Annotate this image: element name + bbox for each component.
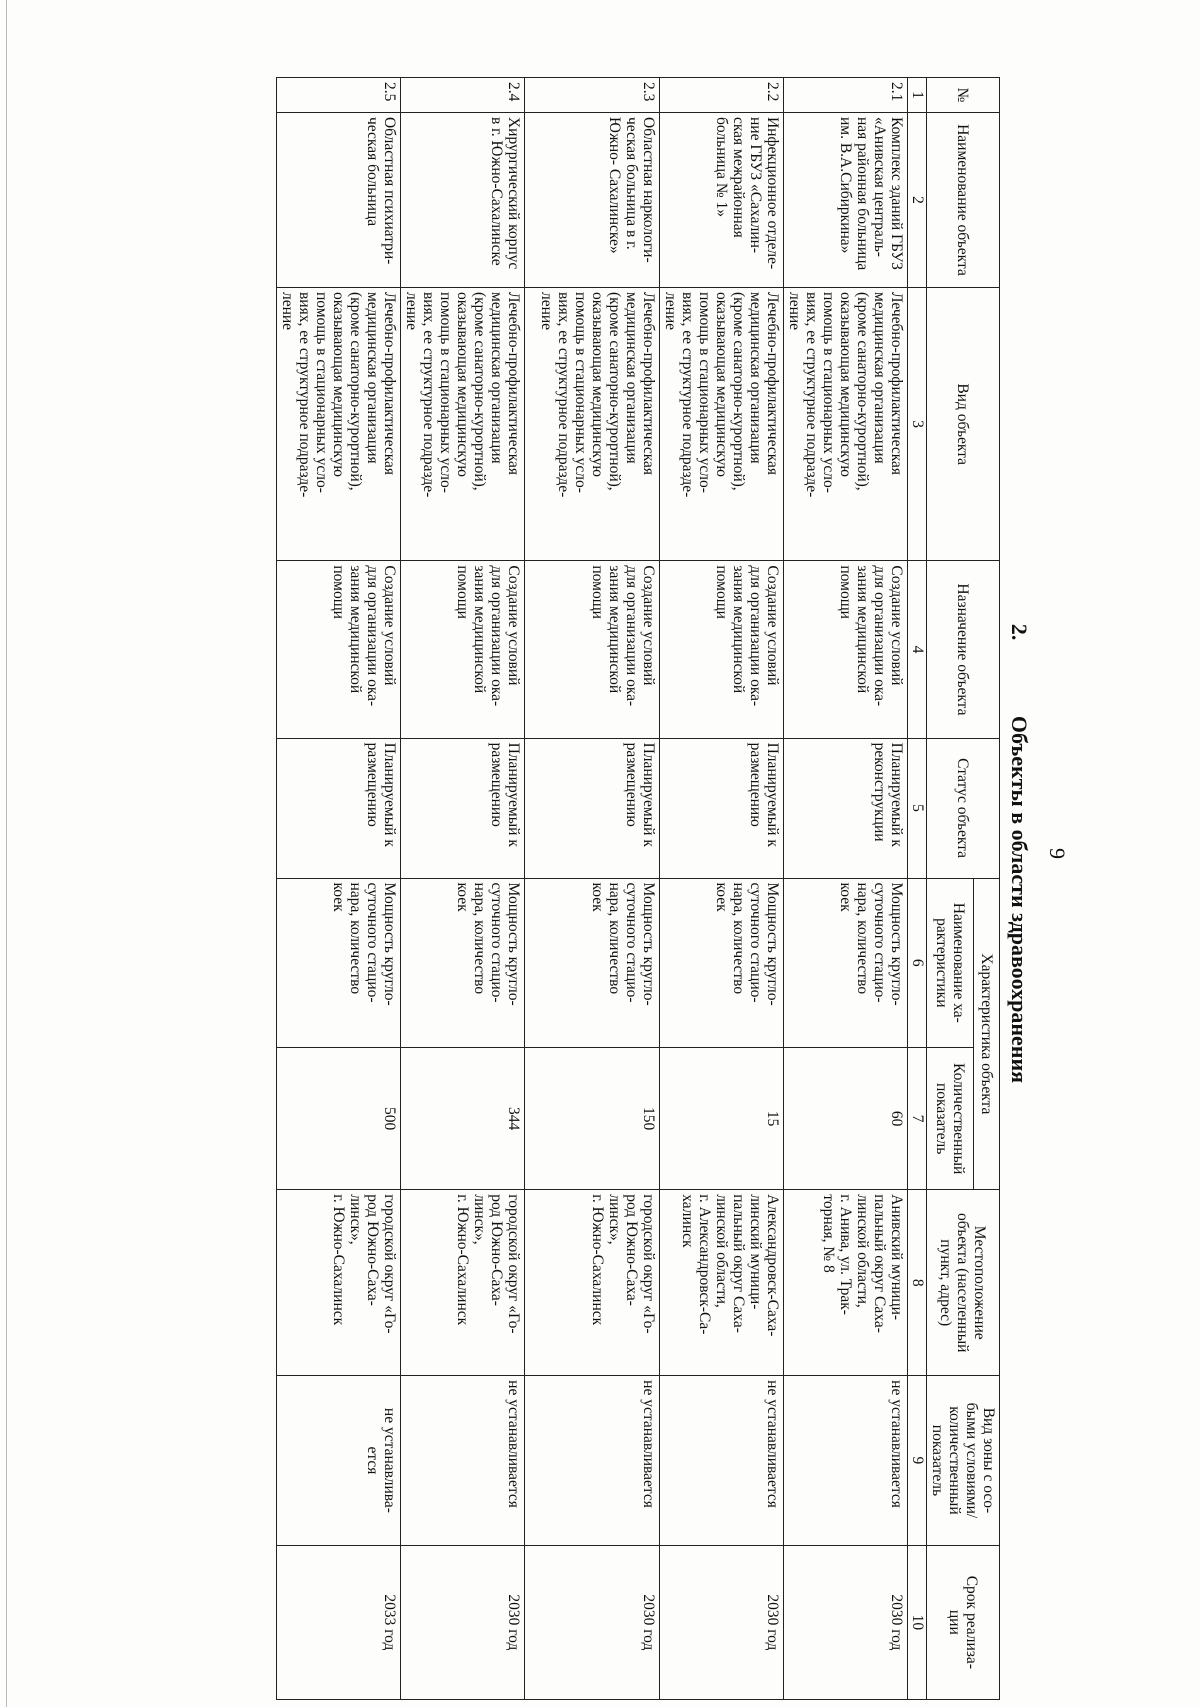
- cell-char-value: 344: [401, 1048, 525, 1190]
- section-title: Объекты в области здравоохранения: [1007, 715, 1032, 1084]
- page-number: 9: [1045, 848, 1070, 859]
- cell-term: 2030 год: [660, 1545, 784, 1699]
- cell-location: городской округ «Го- род Южно-Саха- линск», г. Южно-Сахалинск: [525, 1190, 660, 1376]
- column-number: 7: [908, 1048, 927, 1190]
- cell-purpose: Создание условий для организации ока- зания медицинской помощи: [401, 561, 525, 738]
- header-term: Срок реализа- ции: [927, 1545, 1000, 1699]
- cell-zone: не устанавливается: [660, 1376, 784, 1546]
- header-name: Наименование объекта: [927, 112, 1000, 287]
- cell-status: Планируемый к размещению: [525, 738, 660, 878]
- table-row: [525, 78, 660, 1700]
- table-row: [401, 78, 525, 1700]
- cell-type: Лечебно-профилактическая медицинская организация (кроме санаторно-курортной), оказывающая медицинскую помощь в стационарных усло- виях, ее структурное подразде- ление: [525, 287, 660, 560]
- header-type: Вид объекта: [927, 287, 1000, 560]
- cell-type: Лечебно-профилактическая медицинская организация (кроме санаторно-курортной), оказывающая медицинскую помощь в стационарных усло- виях, ее структурное подразде- ление: [660, 287, 784, 560]
- cell-char-name: Мощность кругло- суточного стацио- нара, количество коек: [277, 878, 401, 1048]
- column-number: 5: [908, 738, 927, 878]
- cell-type: Лечебно-профилактическая медицинская организация (кроме санаторно-курортной), оказывающая медицинскую помощь в стационарных усло- виях, ее структурное подразде- ление: [784, 287, 908, 560]
- cell-zone: не устанавливается: [401, 1376, 525, 1546]
- cell-term: 2030 год: [401, 1545, 525, 1699]
- cell-no: 2.1: [784, 78, 908, 113]
- cell-name: Инфекционное отделе- ние ГБУЗ «Сахалин- ская межрайонная больница № 1»: [660, 112, 784, 287]
- cell-no: 2.4: [401, 78, 525, 113]
- cell-term: 2033 год: [277, 1545, 401, 1699]
- cell-name: Областная наркологи- ческая больница в г. Южно- Сахалинске»: [525, 112, 660, 287]
- cell-status: Планируемый к реконструкции: [784, 738, 908, 878]
- scan-edge-line: [6, 0, 7, 1707]
- cell-location: городской округ «Го- род Южно-Саха- линск», г. Южно-Сахалинск: [401, 1190, 525, 1376]
- header-char-value: Количественный показатель: [927, 1048, 974, 1190]
- header-zone: Вид зоны с осо- быми условиями/ количественный показатель: [927, 1376, 1000, 1546]
- cell-char-value: 500: [277, 1048, 401, 1190]
- column-number: 1: [908, 78, 927, 113]
- cell-char-value: 60: [784, 1048, 908, 1190]
- cell-char-value: 15: [660, 1048, 784, 1190]
- table-row: [784, 78, 908, 1700]
- cell-status: Планируемый к размещению: [401, 738, 525, 878]
- header-characteristic: Характеристика объекта: [973, 878, 999, 1190]
- cell-location: Анивский муници- пальный округ Саха- линской области, г. Анива, ул. Трак- торная, № 8: [784, 1190, 908, 1376]
- column-number: 6: [908, 878, 927, 1048]
- cell-type: Лечебно-профилактическая медицинская организация (кроме санаторно-курортной), оказывающая медицинскую помощь в стационарных усло- виях, ее структурное подразде- ление: [401, 287, 525, 560]
- column-number: 4: [908, 561, 927, 738]
- health-objects-table: [276, 77, 1000, 1700]
- column-number: 3: [908, 287, 927, 560]
- column-number: 2: [908, 112, 927, 287]
- section-number: 2.: [1007, 623, 1032, 641]
- cell-char-value: 150: [525, 1048, 660, 1190]
- cell-purpose: Создание условий для организации ока- зания медицинской помощи: [784, 561, 908, 738]
- cell-no: 2.5: [277, 78, 401, 113]
- cell-type: Лечебно-профилактическая медицинская организация (кроме санаторно-курортной), оказывающая медицинскую помощь в стационарных усло- виях, ее структурное подразде- ление: [277, 287, 401, 560]
- cell-char-name: Мощность кругло- суточного стацио- нара, количество коек: [401, 878, 525, 1048]
- header-status: Статус объекта: [927, 738, 1000, 878]
- table-header-row: [973, 78, 999, 1700]
- column-number: 10: [908, 1545, 927, 1699]
- cell-location: Александровск-Саха- линский муници- пальный округ Саха- линской области, г. Александровск-Са- халинск: [660, 1190, 784, 1376]
- cell-char-name: Мощность кругло- суточного стацио- нара, количество коек: [525, 878, 660, 1048]
- cell-name: Хирургический корпус в г. Южно-Сахалинске: [401, 112, 525, 287]
- cell-char-name: Мощность кругло- суточного стацио- нара, количество коек: [784, 878, 908, 1048]
- cell-status: Планируемый к размещению: [277, 738, 401, 878]
- header-no: №: [927, 78, 1000, 113]
- header-char-name: Наименование ха- рактеристики: [927, 878, 974, 1048]
- header-purpose: Назначение объекта: [927, 561, 1000, 738]
- column-number: 9: [908, 1376, 927, 1546]
- cell-purpose: Создание условий для организации ока- зания медицинской помощи: [277, 561, 401, 738]
- cell-purpose: Создание условий для организации ока- зания медицинской помощи: [525, 561, 660, 738]
- cell-term: 2030 год: [784, 1545, 908, 1699]
- cell-term: 2030 год: [525, 1545, 660, 1699]
- section-heading: [1006, 0, 1032, 1707]
- cell-name: Комплекс зданий ГБУЗ «Анивская централь- ная районная больница им. В.А.Сибиркина»: [784, 112, 908, 287]
- cell-status: Планируемый к размещению: [660, 738, 784, 878]
- cell-purpose: Создание условий для организации ока- зания медицинской помощи: [660, 561, 784, 738]
- cell-location: городской округ «Го- род Южно-Саха- линск», г. Южно-Сахалинск: [277, 1190, 401, 1376]
- cell-no: 2.3: [525, 78, 660, 113]
- cell-name: Областная психиатри- ческая больница: [277, 112, 401, 287]
- cell-zone: не устанавлива- ется: [277, 1376, 401, 1546]
- table-row: [660, 78, 784, 1700]
- table-row: [277, 78, 401, 1700]
- cell-zone: не устанавливается: [525, 1376, 660, 1546]
- cell-no: 2.2: [660, 78, 784, 113]
- column-number-row: [908, 78, 927, 1700]
- header-location: Местоположение объекта (населенный пункт, адрес): [927, 1190, 1000, 1376]
- column-number: 8: [908, 1190, 927, 1376]
- cell-zone: не устанавливается: [784, 1376, 908, 1546]
- cell-char-name: Мощность кругло- суточного стацио- нара, количество коек: [660, 878, 784, 1048]
